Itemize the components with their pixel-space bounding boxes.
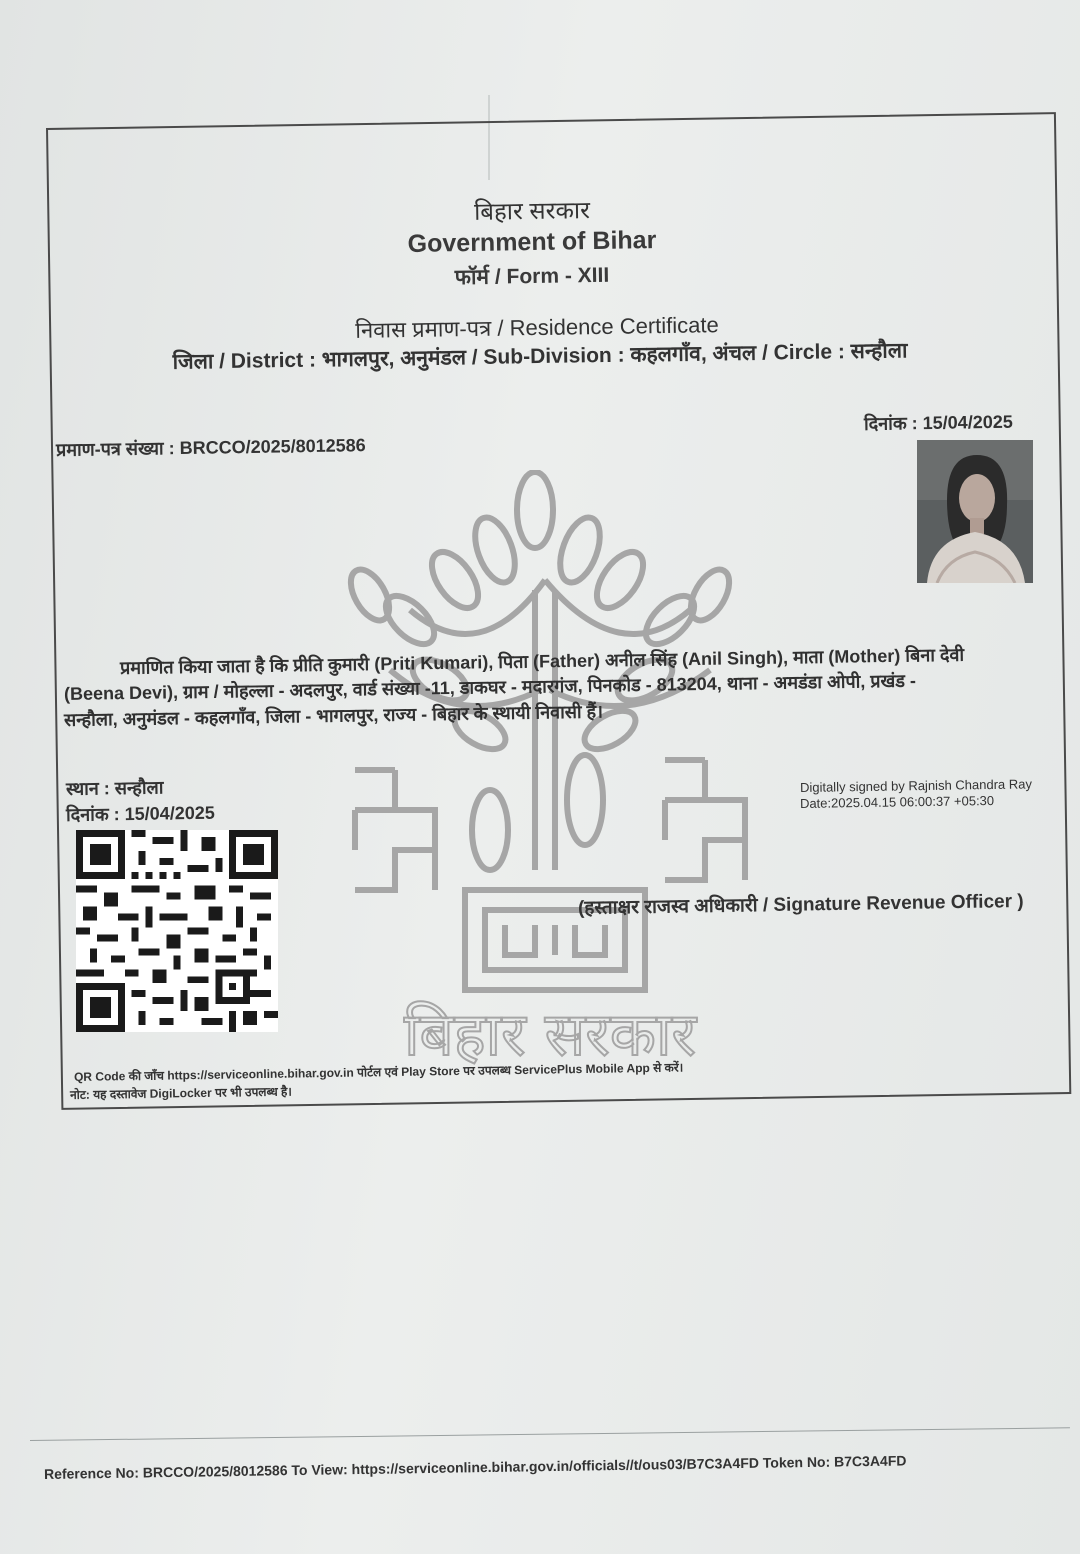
government-title: Government of Bihar	[407, 226, 657, 258]
form-number: फॉर्म / Form - XIII	[454, 263, 610, 290]
digilocker-note: नोट: यह दस्तावेज DigiLocker पर भी उपलब्ध है।	[69, 1084, 293, 1102]
qr-code[interactable]	[76, 830, 278, 1032]
qr-verification-note: QR Code की जाँच https://serviceonline.bihar.gov.in पोर्टल एवं Play Store पर उपलब्ध ServicePlus Mobile App से करें।	[73, 1060, 684, 1084]
certificate-body-line2: (Beena Devi), ग्राम / मोहल्ला - अदलपुर, वार्ड संख्या -11, डाकघर - मदारगंज, पिनकोड - 813204, थाना - अमडंडा ओपी, प्रखंड -	[63, 670, 917, 704]
revenue-officer-signature-label: (हस्ताक्षर राजस्व अधिकारी / Signature Revenue Officer )	[577, 891, 1024, 919]
bihar-emblem-watermark	[330, 470, 770, 1070]
reference-footer: Reference No: BRCCO/2025/8012586 To View: https://serviceonline.bihar.gov.in/officials//t/ous03/B7C3A4FD Token No: B7C3A4FD	[43, 1452, 907, 1482]
digital-signature-date: Date:2025.04.15 06:00:37 +05:30	[799, 792, 995, 811]
hindi-government-title: बिहार सरकार	[473, 197, 591, 226]
applicant-photo	[917, 440, 1033, 583]
place-of-issue: स्थान : सन्हौला	[65, 777, 164, 799]
issue-date-bottom: दिनांक : 15/04/2025	[65, 802, 215, 825]
issue-date-top: दिनांक : 15/04/2025	[863, 411, 1013, 434]
digital-signature-name: Digitally signed by Rajnish Chandra Ray	[799, 776, 1033, 795]
portrait-image	[917, 440, 1033, 583]
certificate-title: निवास प्रमाण-पत्र / Residence Certificate	[355, 312, 719, 343]
emblem-watermark-text: बिहार सरकार	[403, 1000, 697, 1070]
certificate-body-line3: सन्हौला, अनुमंडल - कहलगाँव, जिला - भागलपुर, राज्य - बिहार के स्थायी निवासी हैं।	[63, 701, 604, 730]
certificate-body-line1: प्रमाणित किया जाता है कि प्रीति कुमारी (Priti Kumari), पिता (Father) अनील सिंह (Anil Singh), माता (Mother) बिना देवी	[119, 644, 965, 678]
certificate-number: प्रमाण-पत्र संख्या : BRCCO/2025/8012586	[55, 435, 366, 460]
district-line: जिला / District : भागलपुर, अनुमंडल / Sub-Division : कहलगाँव, अंचल / Circle : सन्हौला	[172, 339, 908, 374]
